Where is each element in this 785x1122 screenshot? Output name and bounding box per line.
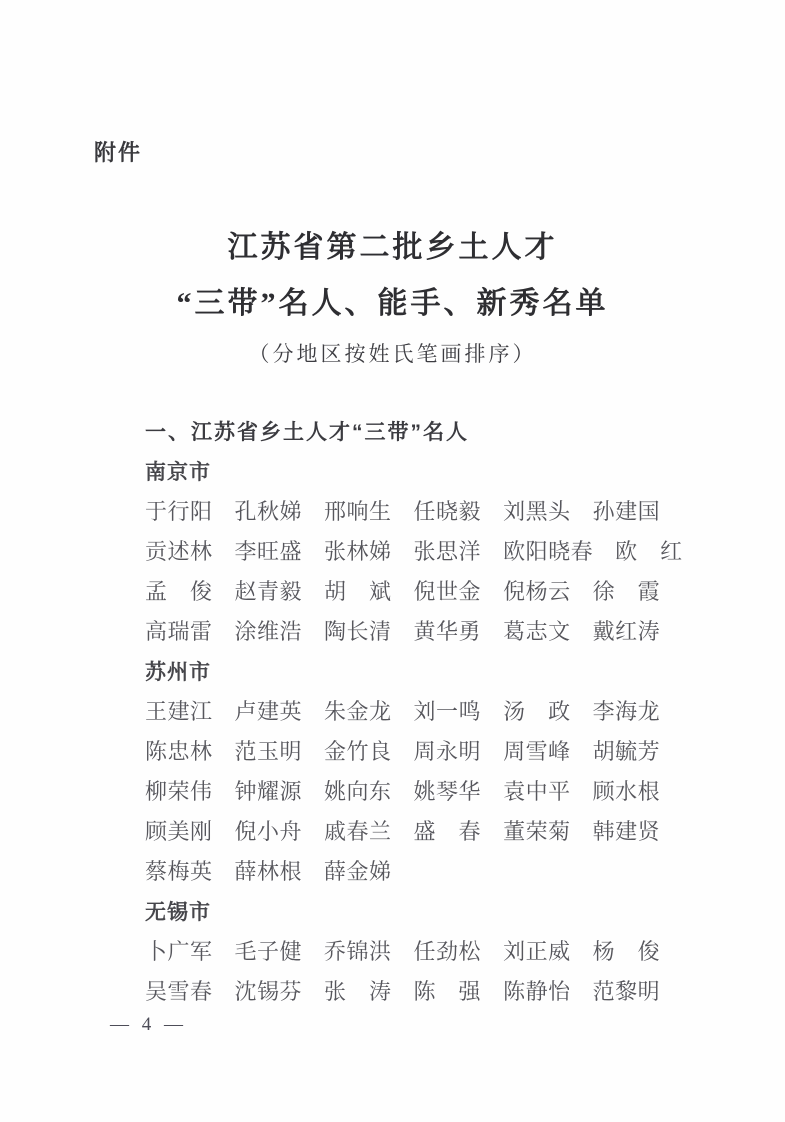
person-name: 陈 强 bbox=[413, 979, 482, 1004]
person-name: 赵青毅 bbox=[234, 579, 303, 604]
person-name: 黄华勇 bbox=[413, 619, 482, 644]
name-row bbox=[145, 772, 705, 812]
person-name: 戴红涛 bbox=[592, 619, 661, 644]
person-name: 葛志文 bbox=[503, 619, 571, 644]
person-name: 陈忠林 bbox=[145, 739, 213, 764]
person-name: 张 涛 bbox=[324, 979, 392, 1004]
person-name: 王建江 bbox=[145, 699, 213, 724]
person-name: 任晓毅 bbox=[413, 499, 482, 524]
person-name: 于行阳 bbox=[145, 499, 213, 524]
name-list bbox=[145, 452, 705, 1012]
person-name: 周永明 bbox=[413, 739, 482, 764]
person-name: 薛林根 bbox=[234, 859, 303, 884]
person-name: 董荣菊 bbox=[503, 819, 571, 844]
person-name: 蔡梅英 bbox=[145, 859, 213, 884]
person-name: 柳荣伟 bbox=[145, 779, 213, 804]
person-name: 卜广军 bbox=[145, 939, 213, 964]
name-row bbox=[145, 492, 705, 532]
person-name: 刘正威 bbox=[503, 939, 571, 964]
person-name: 孙建国 bbox=[592, 499, 661, 524]
attachment-label: 附件 bbox=[94, 140, 143, 165]
person-name: 贡述林 bbox=[145, 539, 213, 564]
name-row bbox=[145, 732, 705, 772]
person-name: 任劲松 bbox=[413, 939, 482, 964]
section-heading: 一、江苏省乡土人才“三带”名人 bbox=[145, 421, 469, 444]
person-name: 吴雪春 bbox=[145, 979, 213, 1004]
title-line-1: 江苏省第二批乡土人才 bbox=[227, 231, 558, 264]
name-row bbox=[145, 612, 705, 652]
person-name: 张林娣 bbox=[324, 539, 392, 564]
name-row bbox=[145, 852, 705, 892]
person-name: 姚琴华 bbox=[413, 779, 482, 804]
person-name: 姚向东 bbox=[324, 779, 392, 804]
person-name: 涂维浩 bbox=[234, 619, 303, 644]
person-name: 汤 政 bbox=[503, 699, 571, 724]
page-number: — 4 — bbox=[110, 1014, 187, 1035]
person-name: 戚春兰 bbox=[324, 819, 392, 844]
person-name: 刘一鸣 bbox=[413, 699, 482, 724]
person-name: 邢响生 bbox=[324, 499, 392, 524]
person-name: 李旺盛 bbox=[234, 539, 303, 564]
title-subtitle: （分地区按姓氏笔画排序） bbox=[248, 342, 537, 366]
person-name: 孔秋娣 bbox=[234, 499, 303, 524]
person-name: 范玉明 bbox=[234, 739, 303, 764]
person-name: 倪世金 bbox=[413, 579, 482, 604]
person-name: 欧阳晓春 bbox=[503, 539, 594, 564]
person-name: 顾美刚 bbox=[145, 819, 213, 844]
person-name: 徐 霞 bbox=[592, 579, 661, 604]
person-name: 倪小舟 bbox=[234, 819, 303, 844]
person-name: 刘黑头 bbox=[503, 499, 571, 524]
person-name: 陶长清 bbox=[324, 619, 392, 644]
person-name: 范黎明 bbox=[592, 979, 661, 1004]
person-name: 李海龙 bbox=[592, 699, 661, 724]
person-name: 袁中平 bbox=[503, 779, 571, 804]
person-name: 朱金龙 bbox=[324, 699, 392, 724]
person-name: 薛金娣 bbox=[324, 859, 392, 884]
person-name: 孟 俊 bbox=[145, 579, 213, 604]
person-name: 胡 斌 bbox=[324, 579, 392, 604]
person-name: 沈锡芬 bbox=[234, 979, 303, 1004]
city-label: 无锡市 bbox=[145, 900, 211, 924]
person-name: 高瑞雷 bbox=[145, 619, 213, 644]
person-name: 欧 红 bbox=[615, 539, 683, 564]
city-label: 南京市 bbox=[145, 460, 211, 484]
person-name: 胡毓芳 bbox=[592, 739, 661, 764]
person-name: 乔锦洪 bbox=[324, 939, 392, 964]
name-row bbox=[145, 532, 705, 572]
person-name: 卢建英 bbox=[234, 699, 303, 724]
document-title bbox=[0, 220, 785, 332]
person-name: 顾水根 bbox=[592, 779, 661, 804]
person-name: 杨 俊 bbox=[592, 939, 661, 964]
person-name: 毛子健 bbox=[234, 939, 303, 964]
person-name: 金竹良 bbox=[324, 739, 392, 764]
name-row bbox=[145, 572, 705, 612]
city-label: 苏州市 bbox=[145, 660, 211, 684]
name-row bbox=[145, 972, 705, 1012]
title-line-2: “三带”名人、能手、新秀名单 bbox=[176, 287, 609, 320]
person-name: 张思洋 bbox=[413, 539, 482, 564]
name-row bbox=[145, 692, 705, 732]
person-name: 周雪峰 bbox=[503, 739, 571, 764]
person-name: 陈静怡 bbox=[503, 979, 571, 1004]
person-name: 钟耀源 bbox=[234, 779, 303, 804]
person-name: 倪杨云 bbox=[503, 579, 571, 604]
person-name: 韩建贤 bbox=[592, 819, 661, 844]
name-row bbox=[145, 812, 705, 852]
name-row bbox=[145, 932, 705, 972]
person-name: 盛 春 bbox=[413, 819, 482, 844]
